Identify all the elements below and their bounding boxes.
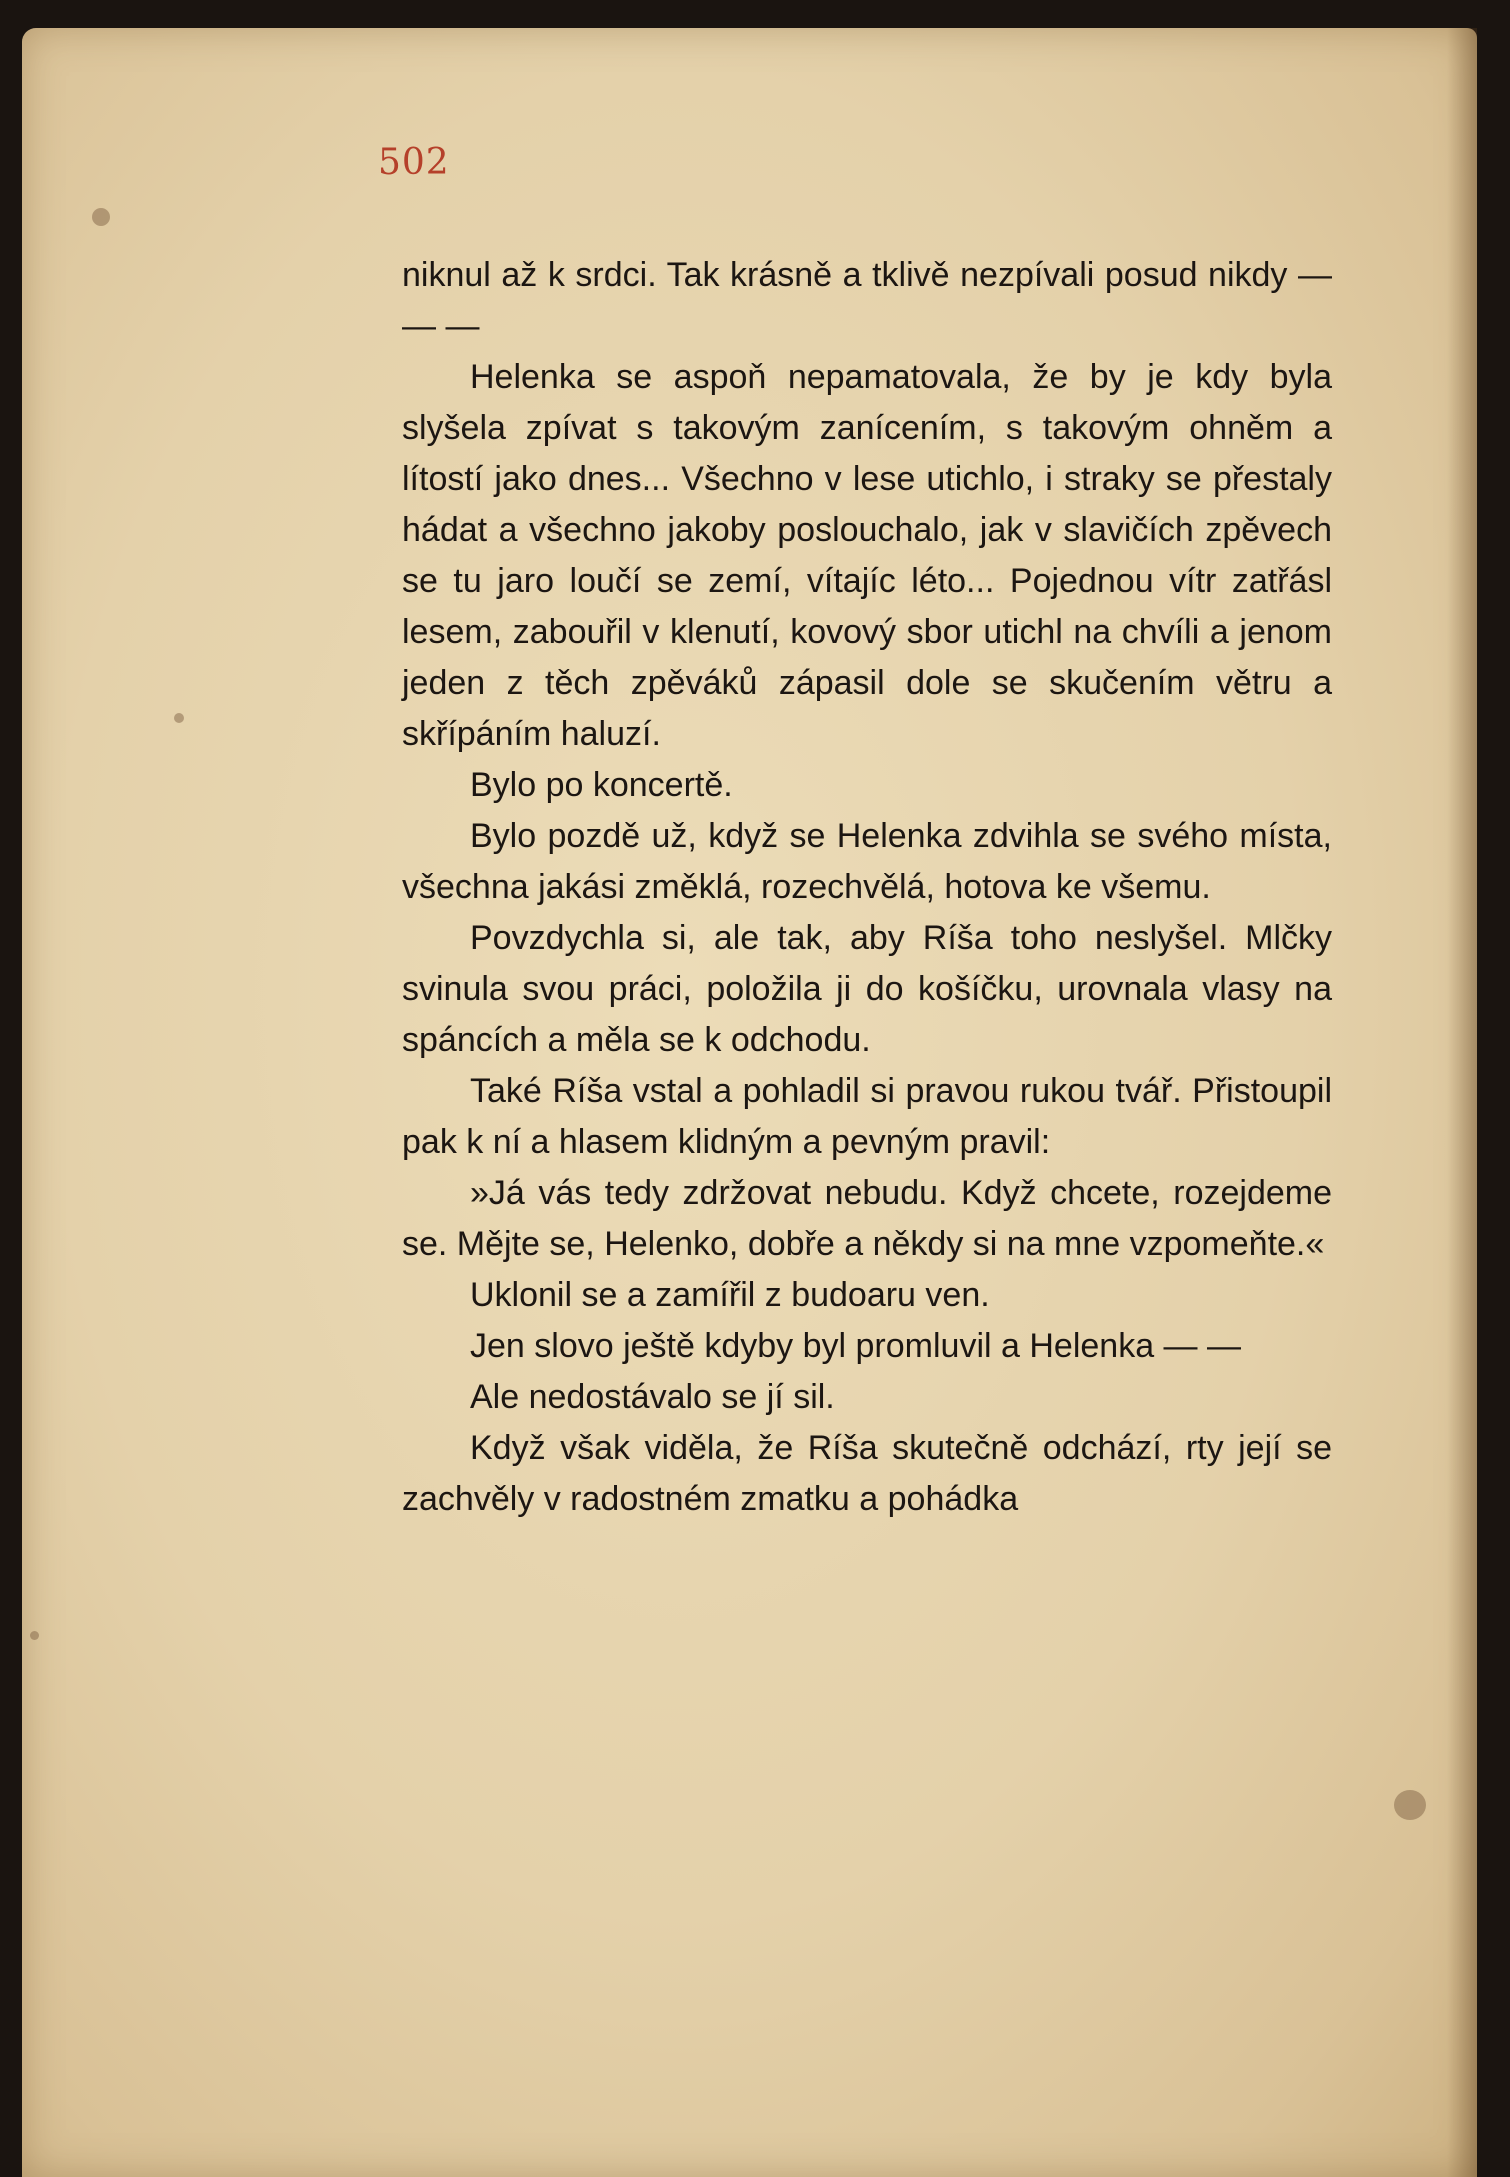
paper-stain	[92, 208, 110, 226]
paragraph: Jen slovo ještě kdyby byl promluvil a Helenka — —	[470, 1327, 1241, 1365]
paragraph: Povzdychla si, ale tak, aby Ríša toho neslyšel. Mlčky svinula svou práci, položila ji do košíčku, urovnala vlasy na spáncích a měla se k odchodu.	[402, 919, 1332, 1059]
paper-stain	[174, 713, 184, 723]
paragraph: Také Ríša vstal a pohladil si pravou rukou tvář. Přistoupil pak k ní a hlasem klidným a pevným pravil:	[402, 1072, 1332, 1161]
paragraph: Helenka se aspoň nepamatovala, že by je kdy byla slyšela zpívat s takovým zanícením, s takovým ohněm a lítostí jako dnes... Všechno v lese utichlo, i straky se přestaly hádat a všechno jakoby poslouchalo, jak v slavičích zpěvech se tu jaro loučí se zemí, vítajíc léto... Pojednou vítr zatřásl lesem, zabouřil v klenutí, kovový sbor utichl na chvíli a jenom jeden z těch zpěváků zápasil dole se skučením větru a skřípáním haluzí.	[402, 358, 1332, 753]
paper-stain	[1394, 1790, 1426, 1820]
paragraph: Uklonil se a zamířil z budoaru ven.	[470, 1276, 990, 1314]
paragraph: Bylo po koncertě.	[470, 766, 733, 804]
paragraph: Ale nedostávalo se jí sil.	[470, 1378, 835, 1416]
paper-stain	[30, 1631, 39, 1640]
paragraph: niknul až k srdci. Tak krásně a tklivě nezpívali posud nikdy — — —	[402, 256, 1332, 345]
paragraph: Když však viděla, že Ríša skutečně odchází, rty její se zachvěly v radostném zmatku a pohádka	[402, 1429, 1332, 1518]
body-text	[402, 250, 1332, 1525]
paragraph: Bylo pozdě už, když se Helenka zdvihla se svého místa, všechna jakási změklá, rozechvělá, hotova ke všemu.	[402, 817, 1332, 906]
page-number: 502	[378, 142, 450, 183]
page-edge-shadow	[1447, 28, 1477, 2177]
paragraph: »Já vás tedy zdržovat nebudu. Když chcete, rozejdeme se. Mějte se, Helenko, dobře a někdy si na mne vzpomeňte.«	[402, 1174, 1332, 1263]
